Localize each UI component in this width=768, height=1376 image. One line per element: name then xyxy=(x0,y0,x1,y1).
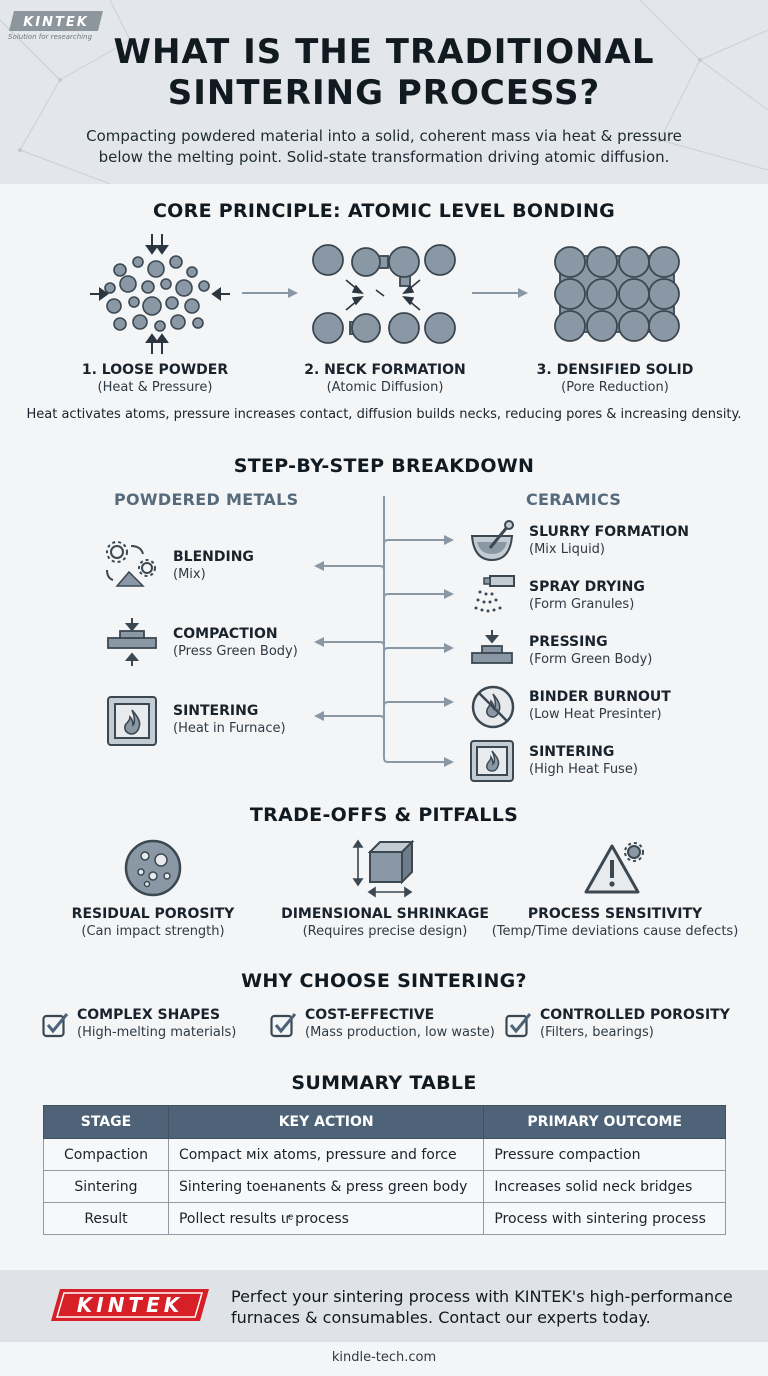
tradeoffs-title: TRADE-OFFS & PITFALLS xyxy=(249,804,519,826)
densified-solid-icon xyxy=(552,244,682,344)
kintek-logo xyxy=(8,10,104,32)
press-icon xyxy=(106,618,158,668)
metal-step-title-blending: BLENDING xyxy=(173,549,254,565)
svg-text:KINTEK: KINTEK xyxy=(76,1293,184,1317)
tradeoff-title-shrinkage: DIMENSIONAL SHRINKAGE xyxy=(281,906,489,922)
arrow-right-icon xyxy=(240,285,300,301)
ceramic-step-title-sintering: SINTERING xyxy=(529,744,615,760)
footer-url-link[interactable]: kindle-tech.com xyxy=(331,1350,437,1365)
subtitle-line-1: Compacting powdered material into a solid, coherent mass via heat & pressure xyxy=(86,127,682,145)
logo-tagline: Solution for researching xyxy=(8,33,93,41)
footer-line-2: furnaces & consumables. Contact our experts today. xyxy=(231,1308,651,1327)
cube-dimension-icon xyxy=(352,838,416,898)
ceramic-step-sub-pressing: (Form Green Body) xyxy=(529,652,653,667)
blending-gears-icon xyxy=(103,540,159,590)
ceramic-step-sub-spray: (Form Granules) xyxy=(529,597,635,612)
stage-label-neck-formation: 2. NECK FORMATION xyxy=(304,362,466,378)
metal-step-title-sintering: SINTERING xyxy=(173,703,259,719)
checkbox-icon xyxy=(42,1012,70,1038)
loose-powder-icon xyxy=(80,232,240,357)
why-sub-complex-shapes: (High-melting materials) xyxy=(77,1025,237,1040)
why-title-cost-effective: COST-EFFECTIVE xyxy=(305,1007,435,1023)
principle-title: CORE PRINCIPLE: ATOMIC LEVEL BONDING xyxy=(152,200,616,222)
footer-line-1: Perfect your sintering process with KINTEK's high-performance xyxy=(231,1287,733,1306)
table-cell: Pressure compaction xyxy=(484,1139,726,1171)
ceramic-step-title-slurry: SLURRY FORMATION xyxy=(529,524,689,540)
page-title xyxy=(60,32,708,114)
stage-sub-neck-formation: (Atomic Diffusion) xyxy=(326,380,444,395)
why-title-controlled-porosity: CONTROLLED POROSITY xyxy=(540,1007,730,1023)
tradeoff-sub-shrinkage: (Requires precise design) xyxy=(302,924,468,939)
table-header-row xyxy=(44,1106,726,1139)
flow-connector-lines xyxy=(300,496,460,768)
page-subtitle xyxy=(20,126,748,168)
binder-burnout-icon xyxy=(470,684,516,730)
table-cell: Sintering xyxy=(44,1171,169,1203)
table-cell: Process with sintering process xyxy=(484,1203,726,1235)
table-cell: Compaction xyxy=(44,1139,169,1171)
slurry-bowl-icon xyxy=(468,520,516,564)
ceramic-step-sub-burnout: (Low Heat Presinter) xyxy=(529,707,662,722)
metals-heading: POWDERED METALS xyxy=(114,490,299,509)
porous-particle-icon xyxy=(123,838,183,898)
metal-step-title-compaction: COMPACTION xyxy=(173,626,278,642)
stage-sub-loose-powder: (Heat & Pressure) xyxy=(97,380,213,395)
furnace-icon xyxy=(469,739,515,783)
why-title: WHY CHOOSE SINTERING? xyxy=(241,970,527,992)
table-row xyxy=(44,1139,726,1171)
principle-note: Heat activates atoms, pressure increases contact, diffusion builds necks, reducing pores & increasing density. xyxy=(26,407,742,422)
summary-table xyxy=(43,1105,726,1235)
breakdown-title: STEP-BY-STEP BREAKDOWN xyxy=(233,455,535,477)
table-header-outcome: PRIMARY OUTCOME xyxy=(484,1106,726,1139)
svg-text:KINTEK: KINTEK xyxy=(23,15,89,30)
why-sub-controlled-porosity: (Filters, bearings) xyxy=(540,1025,654,1040)
table-row xyxy=(44,1171,726,1203)
table-header-key-action: KEY ACTION xyxy=(168,1106,483,1139)
tradeoff-title-porosity: RESIDUAL POROSITY xyxy=(71,906,235,922)
table-header-stage: STAGE xyxy=(44,1106,169,1139)
table-cell: Increases solid neck bridges xyxy=(484,1171,726,1203)
table-row xyxy=(44,1203,726,1235)
title-line-2: SINTERING PROCESS? xyxy=(167,73,601,113)
stage-label-densified-solid: 3. DENSIFIED SOLID xyxy=(536,362,694,378)
kintek-footer-logo[interactable] xyxy=(50,1288,210,1322)
why-title-complex-shapes: COMPLEX SHAPES xyxy=(77,1007,221,1023)
ceramic-step-title-pressing: PRESSING xyxy=(529,634,608,650)
stage-sub-densified-solid: (Pore Reduction) xyxy=(561,380,669,395)
ceramic-step-sub-sintering: (High Heat Fuse) xyxy=(529,762,638,777)
ceramic-step-sub-slurry: (Mix Liquid) xyxy=(529,542,606,557)
warning-gear-icon xyxy=(584,840,646,898)
title-line-1: WHAT IS THE TRADITIONAL xyxy=(113,32,655,72)
table-cell: Sintering toенanents & press green body xyxy=(168,1171,483,1203)
ceramic-step-title-spray: SPRAY DRYING xyxy=(529,579,645,595)
metal-step-sub-sintering: (Heat in Furnace) xyxy=(173,721,286,736)
checkbox-icon xyxy=(505,1012,533,1038)
ceramics-heading: CERAMICS xyxy=(526,490,622,509)
neck-formation-icon xyxy=(308,240,463,350)
footer-cta xyxy=(231,1286,751,1328)
checkbox-icon xyxy=(270,1012,298,1038)
stage-label-loose-powder: 1. LOOSE POWDER xyxy=(81,362,229,378)
subtitle-line-2: below the melting point. Solid-state transformation driving atomic diffusion. xyxy=(98,148,670,166)
tradeoff-sub-sensitivity: (Temp/Time deviations cause defects) xyxy=(491,924,739,939)
arrow-right-icon xyxy=(470,285,530,301)
spray-nozzle-icon xyxy=(470,572,516,618)
table-cell: Compact ᴍix atoms, pressure and force xyxy=(168,1139,483,1171)
why-sub-cost-effective: (Mass production, low waste) xyxy=(305,1025,495,1040)
table-cell: Result xyxy=(44,1203,169,1235)
table-cell: Pollect results ιгͤ process xyxy=(168,1203,483,1235)
tradeoff-title-sensitivity: PROCESS SENSITIVITY xyxy=(527,906,703,922)
press-icon xyxy=(470,630,514,670)
metal-step-sub-compaction: (Press Green Body) xyxy=(173,644,298,659)
summary-title: SUMMARY TABLE xyxy=(291,1072,477,1094)
ceramic-step-title-burnout: BINDER BURNOUT xyxy=(529,689,671,705)
metal-step-sub-blending: (Mix) xyxy=(173,567,206,582)
tradeoff-sub-porosity: (Can impact strength) xyxy=(81,924,225,939)
furnace-icon xyxy=(106,695,158,747)
